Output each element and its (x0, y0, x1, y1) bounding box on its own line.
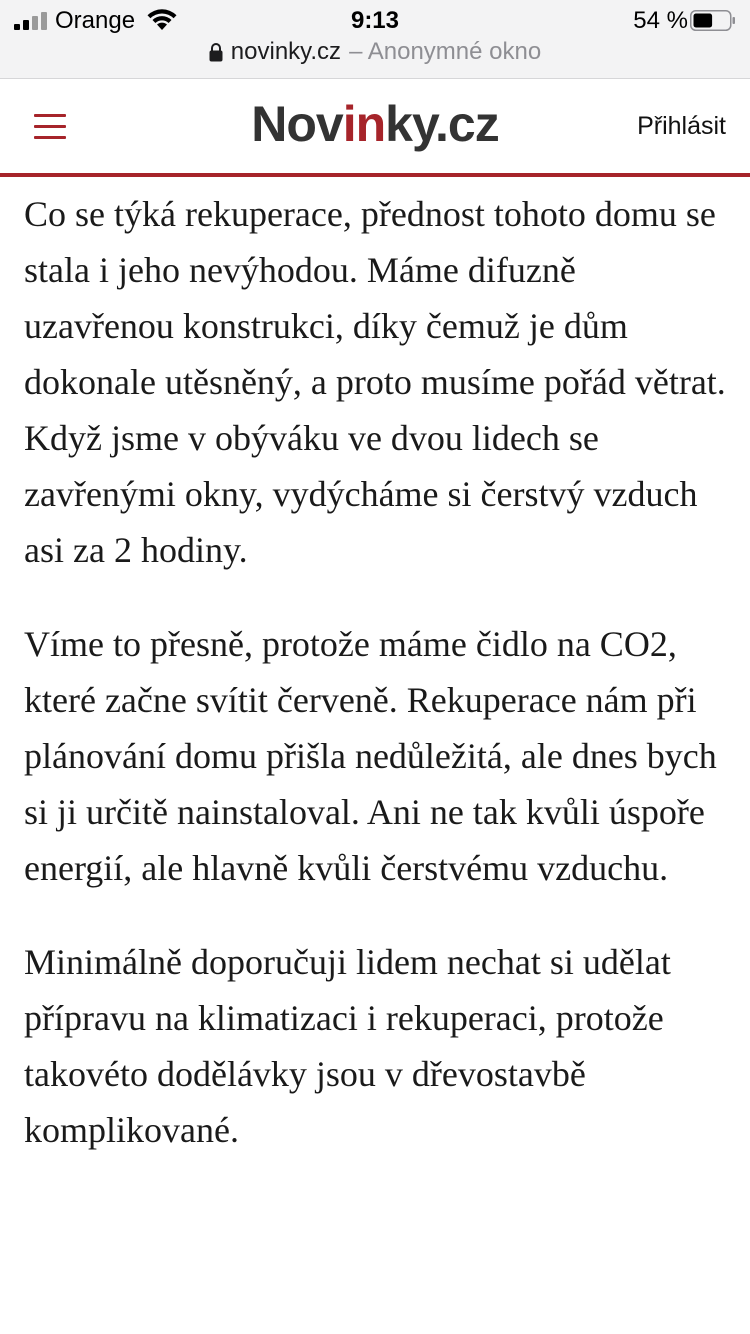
battery-icon (690, 10, 736, 31)
logo-text-suffix: ky.cz (385, 96, 499, 152)
url-text[interactable]: novinky.cz (230, 38, 342, 65)
status-bar (0, 0, 750, 40)
browser-chrome (0, 0, 750, 79)
login-link[interactable]: Přihlásit (637, 112, 726, 140)
private-mode-label: – Anonymné okno (349, 38, 542, 65)
logo-text-accent: in (342, 96, 386, 152)
site-header (0, 79, 750, 177)
article-paragraph: Co se týká rekuperace, přednost tohoto domu se stala i jeho nevýhodou. Máme difuzně uzavřenou konstrukci, díky čemuž je dům dokonale utěsněný, a proto musíme pořád větrat. Když jsme v obýváku ve dvou lidech se zavřenými okny, vydýcháme si čerstvý vzduch asi za 2 hodiny. (24, 194, 726, 570)
address-bar[interactable] (0, 38, 750, 72)
logo-text-prefix: Nov (251, 96, 343, 152)
lock-icon (209, 42, 223, 62)
article-paragraph: Víme to přesně, protože máme čidlo na CO2, které začne svítit červeně. Rekuperace nám při plánování domu přišla nedůležitá, ale dnes bych si ji určitě nainstaloval. Ani ne tak kvůli úspoře energií, ale hlavně kvůli čerstvému vzduchu. (24, 624, 717, 888)
clock: 9:13 (350, 7, 400, 34)
article-body (24, 186, 726, 1196)
carrier-name: Orange (55, 7, 136, 34)
battery-percent: 54 % (633, 7, 688, 34)
article-paragraph: Minimálně doporučuji lidem nechat si udělat přípravu na klimatizaci i rekuperaci, protože takovéto dodělávky jsou v dřevostavbě komplikované. (24, 942, 671, 1150)
